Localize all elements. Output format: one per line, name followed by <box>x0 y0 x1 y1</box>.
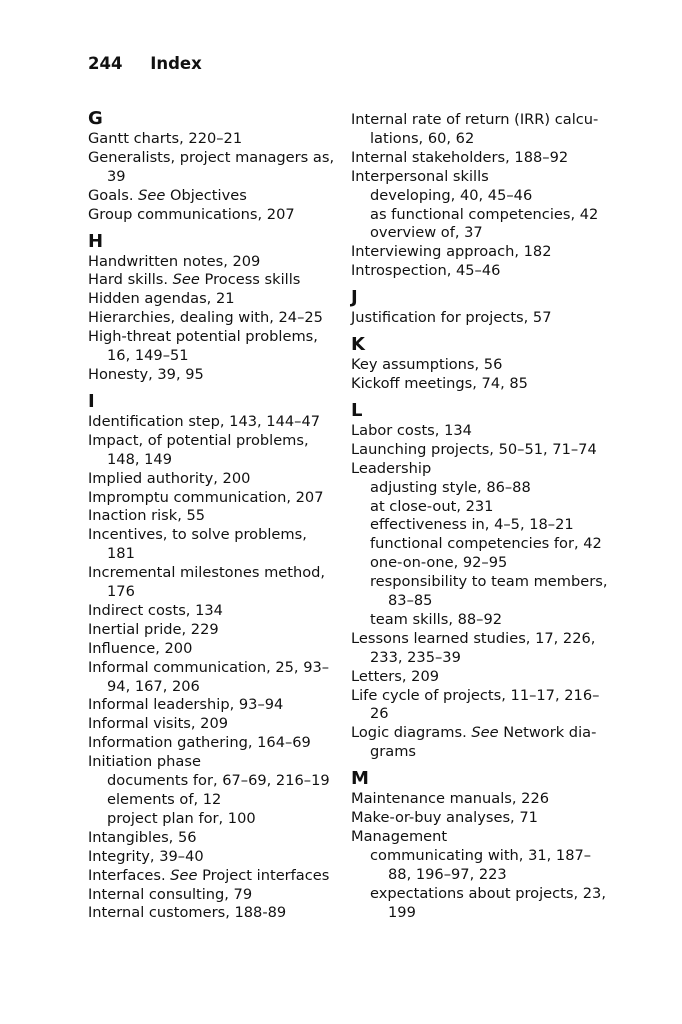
index-entry <box>351 724 613 762</box>
section-letter: J <box>351 287 358 309</box>
index-entry: Incentives, to solve problems, 181 <box>88 526 307 563</box>
see-reference-target: Network dia- grams <box>370 724 597 761</box>
index-column-left <box>88 108 338 923</box>
index-entry: Informal leadership, 93–94 <box>88 696 284 714</box>
index-entry: Internal rate of return (IRR) calcu- lations, 60, 62 <box>351 111 599 147</box>
index-entry: Launching projects, 50–51, 71–74 <box>351 440 597 458</box>
index-entry: Interviewing approach, 182 <box>351 243 552 261</box>
see-reference-label: See <box>471 724 499 742</box>
index-entry: Group communications, 207 <box>88 205 295 223</box>
see-reference-target: Process skills <box>199 271 301 289</box>
index-entry: Informal visits, 209 <box>88 715 229 733</box>
index-subentry: responsibility to team members, 83–85 <box>370 573 608 610</box>
index-column-right <box>351 111 613 923</box>
index-subentry: functional competencies for, 42 <box>370 535 602 553</box>
index-subentry: documents for, 67–69, 216–19 <box>107 772 330 790</box>
index-entry: Management <box>351 828 448 845</box>
index-entry: Honesty, 39, 95 <box>88 365 204 383</box>
index-entry: Inaction risk, 55 <box>88 507 206 525</box>
entry-text: Interfaces. <box>88 866 171 884</box>
entry-text: Goals. <box>88 186 139 204</box>
index-entry: Justification for projects, 57 <box>351 309 552 327</box>
index-entry: Initiation phase <box>88 753 201 771</box>
index-entry: Hidden agendas, 21 <box>88 290 235 308</box>
index-entry: Internal customers, 188-89 <box>88 904 287 922</box>
see-reference-label: See <box>172 271 200 289</box>
index-entry: Kickoff meetings, 74, 85 <box>351 374 528 392</box>
index-entry: Impact, of potential problems, 148, 149 <box>88 431 309 468</box>
index-entry: Informal communication, 25, 93–94, 167, 206 <box>88 658 330 695</box>
index-entry: Interpersonal skills <box>351 167 489 185</box>
index-entry: Information gathering, 164–69 <box>88 734 311 752</box>
index-entry: Make-or-buy analyses, 71 <box>351 809 538 827</box>
index-entry: Gantt charts, 220–21 <box>88 130 243 147</box>
index-entry <box>88 187 338 206</box>
page-title: Index <box>150 54 202 73</box>
index-entry <box>88 867 338 886</box>
index-entry: High-threat potential problems, 16, 149–51 <box>88 328 318 365</box>
index-entry: Life cycle of projects, 11–17, 216–26 <box>351 686 600 723</box>
index-entry: Inertial pride, 229 <box>88 620 219 638</box>
see-reference-target: Project interfaces <box>197 866 330 884</box>
index-subentry: developing, 40, 45–46 <box>370 186 533 204</box>
index-entry: Implied authority, 200 <box>88 469 251 487</box>
index-subentry: elements of, 12 <box>107 791 222 808</box>
index-entry: Maintenance manuals, 226 <box>351 790 550 808</box>
see-reference-label: See <box>170 866 198 884</box>
index-entry: Identification step, 143, 144–47 <box>88 412 321 430</box>
index-subentry: as functional competencies, 42 <box>370 205 599 223</box>
index-entry: Indirect costs, 134 <box>88 601 223 619</box>
index-subentry: communicating with, 31, 187–88, 196–97, 223 <box>370 846 592 883</box>
section-letter: M <box>351 768 369 790</box>
page-number: 244 <box>88 54 123 73</box>
index-entry: Incremental milestones method, 176 <box>88 564 326 601</box>
section-letter: L <box>351 399 363 421</box>
index-entry: Integrity, 39–40 <box>88 847 204 865</box>
see-reference-target: Objectives <box>165 186 247 204</box>
section-letter: G <box>88 108 103 129</box>
section-letter: K <box>351 334 365 356</box>
index-subentry: at close-out, 231 <box>370 497 494 515</box>
index-entry: Key assumptions, 56 <box>351 356 503 374</box>
index-entry: Internal stakeholders, 188–92 <box>351 148 569 166</box>
index-subentry: effectiveness in, 4–5, 18–21 <box>370 516 574 534</box>
index-subentry: expectations about projects, 23, 199 <box>370 884 606 921</box>
index-subentry: adjusting style, 86–88 <box>370 478 531 496</box>
index-entry: Influence, 200 <box>88 639 193 657</box>
entry-text: Hard skills. <box>88 271 173 289</box>
index-entry: Handwritten notes, 209 <box>88 252 261 270</box>
index-subentry: project plan for, 100 <box>107 809 256 827</box>
index-entry: Letters, 209 <box>351 667 440 685</box>
see-reference-label: See <box>138 186 166 204</box>
section-letter: I <box>88 390 95 412</box>
index-entry <box>88 271 338 290</box>
page-header <box>88 54 202 73</box>
entry-text: Logic diagrams. <box>351 724 472 742</box>
index-subentry: one-on-one, 92–95 <box>370 554 508 572</box>
index-entry: Leadership <box>351 459 432 477</box>
index-entry: Impromptu communication, 207 <box>88 488 324 506</box>
index-entry: Internal consulting, 79 <box>88 885 253 903</box>
index-entry: Introspection, 45–46 <box>351 262 501 280</box>
index-entry: Generalists, project managers as, 39 <box>88 148 335 185</box>
section-letter: H <box>88 230 104 252</box>
index-entry: Lessons learned studies, 17, 226, 233, 235–39 <box>351 629 596 666</box>
index-entry: Intangibles, 56 <box>88 828 197 846</box>
index-subentry: overview of, 37 <box>370 224 483 242</box>
index-entry: Hierarchies, dealing with, 24–25 <box>88 309 323 327</box>
index-subentry: team skills, 88–92 <box>370 610 503 628</box>
index-entry: Labor costs, 134 <box>351 421 472 439</box>
